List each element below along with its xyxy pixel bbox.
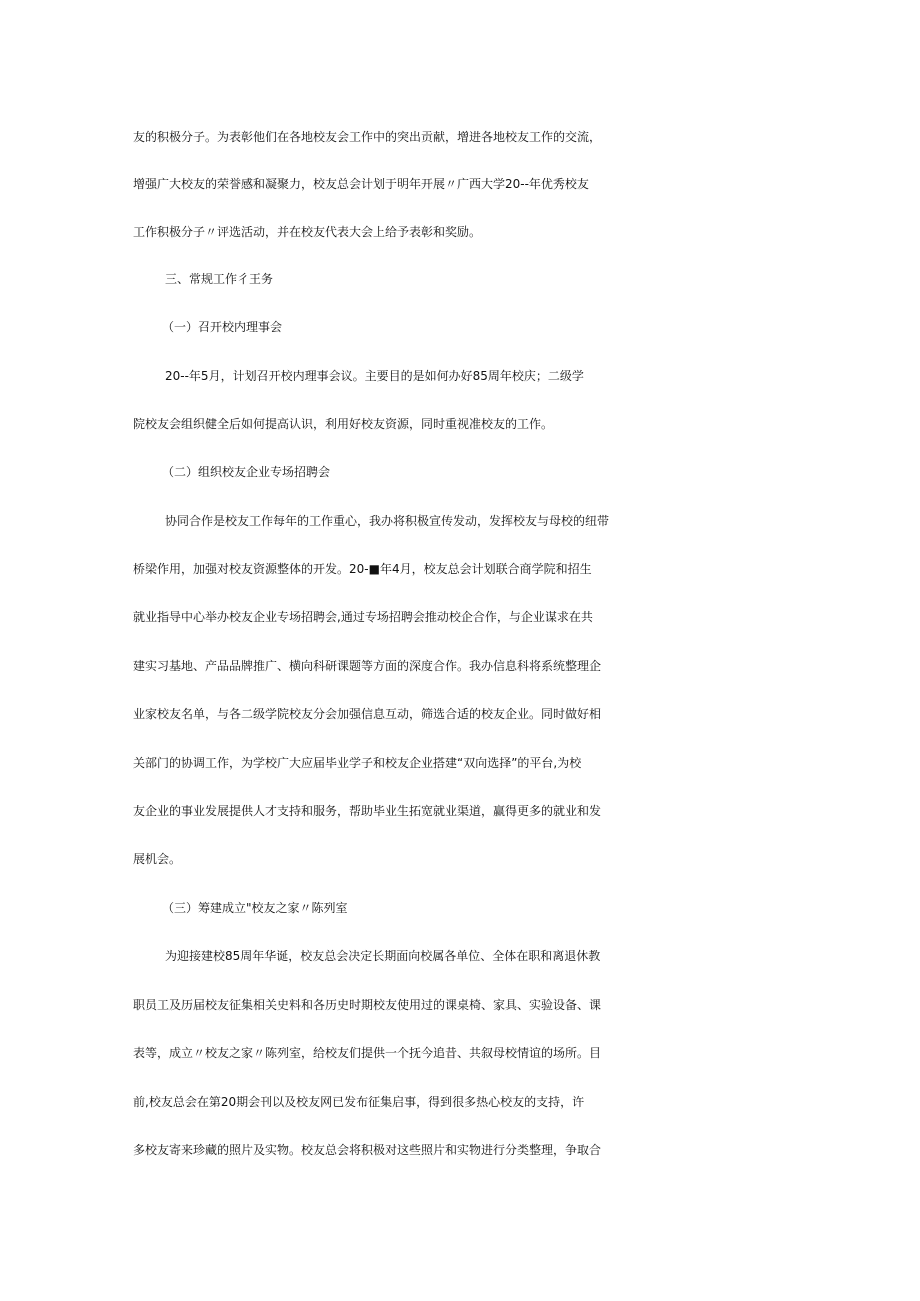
text-line: 为迎接建校85周年华诞，校友总会决定长期面向校属各单位、全体在职和离退休教	[165, 949, 601, 963]
text-line: 前,校友总会在第20期会刊以及校友网已发布征集启事，得到很多热心校友的支持，许	[133, 1095, 585, 1109]
text-line: 增强广大校友的荣誉感和凝聚力，校友总会计划于明年开展〃广西大学20--年优秀校友	[133, 177, 589, 191]
text-line: 院校友会组织健全后如何提高认识，利用好校友资源，同时重视准校友的工作。	[133, 417, 554, 431]
text-line: 工作积极分子〃评选活动，并在校友代表大会上给予表彰和奖励。	[133, 225, 482, 239]
section-heading: 三、常规工作彳王务	[165, 272, 274, 286]
text-line: 多校友寄来珍藏的照片及实物。校友总会将积极对这些照片和实物进行分类整理，争取合	[133, 1143, 602, 1157]
subsection-heading: （三）筹建成立"校友之家〃陈列室	[162, 901, 348, 915]
text-line: 友企业的事业发展提供人才支持和服务，帮助毕业生拓宽就业渠道，赢得更多的就业和发	[133, 804, 602, 818]
text-line: 协同合作是校友工作每年的工作重心，我办将积极宣传发动，发挥校友与母校的纽带	[165, 514, 610, 528]
text-line: 友的积极分子。为表彰他们在各地校友会工作中的突出贡献，增进各地校友工作的交流，	[133, 130, 602, 144]
text-line: 表等，成立〃校友之家〃陈列室，给校友们提供一个抚今追昔、共叙母校情谊的场所。目	[133, 1046, 602, 1060]
text-line: 20--年5月，计划召开校内理事会议。主要目的是如何办好85周年校庆；二级学	[165, 369, 584, 383]
subsection-heading: （二）组织校友企业专场招聘会	[162, 465, 331, 479]
subsection-heading: （一）召开校内理事会	[162, 320, 283, 334]
text-line: 建实习基地、产品品牌推广、横向科研课题等方面的深度合作。我办信息科将系统整理企	[133, 659, 602, 673]
text-line: 就业指导中心举办校友企业专场招聘会,通过专场招聘会推动校企合作，与企业谋求在共	[133, 610, 593, 624]
text-line: 职员工及历届校友征集相关史料和各历史时期校友使用过的课桌椅、家具、实验设备、课	[133, 998, 602, 1012]
text-line: 业家校友名单，与各二级学院校友分会加强信息互动，筛选合适的校友企业。同时做好相	[133, 707, 602, 721]
text-line: 展机会。	[133, 852, 182, 866]
text-line: 桥梁作用，加强对校友资源整体的开发。20-■年4月，校友总会计划联合商学院和招生	[133, 562, 592, 576]
text-line: 关部门的协调工作，为学校广大应届毕业学子和校友企业搭建“双向选择”的平台,为校	[133, 756, 582, 770]
